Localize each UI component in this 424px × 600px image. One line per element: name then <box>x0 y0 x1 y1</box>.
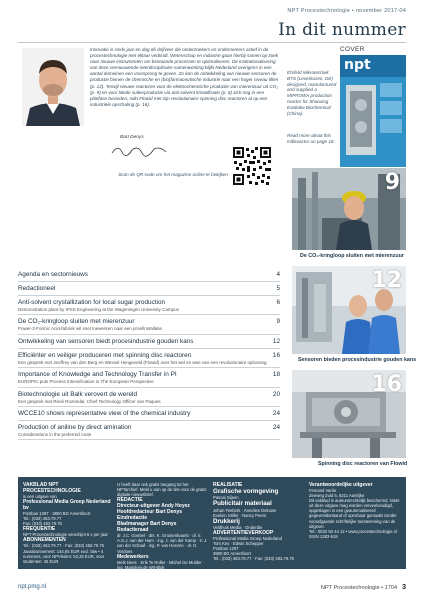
cover-thumbnail <box>340 55 406 167</box>
colophon-heading: REALISATIE <box>213 482 243 488</box>
colophon-text: Professional Media Groep Nederland <box>213 535 282 541</box>
toc-entry[interactable] <box>18 335 280 349</box>
toc-entry-page: 9 <box>276 318 280 326</box>
toc-entry-subtitle: Power-2-Formic Acid-fabriek wil snel toewerken naar een proefinstallatie <box>18 326 163 332</box>
toc-entry[interactable] <box>18 349 280 368</box>
cover-logo: npt <box>344 57 371 73</box>
photo-page-number: 16 <box>371 372 402 397</box>
toc-entry[interactable] <box>18 368 280 387</box>
toc-entry-title: De CO₂-kringloop sluiten met mierenzuur <box>18 318 135 326</box>
colophon-heading: Publicitair materiaal <box>213 500 272 508</box>
toc-entry[interactable] <box>18 315 280 334</box>
colophon-text: Femand Varrie <box>309 488 337 493</box>
page-number: 3 <box>402 584 406 591</box>
colophon-text: Tel.: (033) 463.79.77 · Fax: (033) 463.79.76 <box>213 556 295 562</box>
colophon-text: 3800 BG Amersfoort <box>213 551 251 557</box>
colophon-text: Fax: (033) 463.79.76 <box>23 521 62 527</box>
toc-entry-page: 18 <box>272 371 280 379</box>
toc-entry[interactable] <box>18 388 280 407</box>
toc-entry-title: Efficiënter en veiliger produceren met spinning disc reactoren <box>18 351 192 359</box>
colophon-text: Tel.: (033) 463.79.77 · Fax: (033) 463.79.76 <box>23 543 105 549</box>
toc-entry-page: 24 <box>272 424 280 432</box>
toc-entry[interactable] <box>18 407 280 421</box>
editor-signature-name: Bart Denys <box>120 135 144 140</box>
colophon-text: NPT Procestechnologie verschijnt 6 x per jaar <box>23 532 108 538</box>
colophon-heading: REDACTIE <box>117 497 143 504</box>
cover-label: COVER <box>340 46 365 53</box>
page-title: In dit nummer <box>278 20 406 40</box>
colophon-column-publisher <box>23 482 113 564</box>
colophon <box>18 477 406 569</box>
colophon-heading: ADVERTENTIEVERKOOP <box>213 529 274 536</box>
header-divider <box>18 42 406 43</box>
colophon-text: Evelien Stiller · Nancy Peers <box>213 512 267 518</box>
toc-entry-title: WCCE10 shows representative view of the chemical industry <box>18 410 191 418</box>
photo-caption: Spinning disc reactoren van Flowid <box>318 461 408 467</box>
colophon-text: Zeeweg Zuid 5, 8211 Aartrijke <box>309 493 365 499</box>
colophon-text: U heeft daar ook gratis toegang tot het NPTarchief. Meld u aan op de site voor de gratis digitale nieuwsbrief. <box>117 482 207 498</box>
colophon-text: Tom Kes · Edwin Schepper <box>213 541 264 547</box>
photo-spinning-disc <box>292 370 406 458</box>
colophon-heading: Verantwoordelijke uitgever <box>309 482 373 488</box>
colophon-heading: Directeur-uitgever Andy Hoyez <box>117 503 190 510</box>
cover-description: Ehrfeld Mikrotechnik BTS (Leverkusen, DE) designed, manufactured and supplied a MIPROWA production reactor for Shaoxing Eastlake Biochemical (China). <box>287 70 337 116</box>
running-header: NPT Procestechnologie • november 2017-04 <box>287 8 406 14</box>
colophon-text: Pascal Gijsen <box>213 495 239 501</box>
toc-entry-page: 16 <box>272 351 280 359</box>
toc-entry-title: Production of aniline by direct amination <box>18 424 132 432</box>
photo-sensors-lab <box>292 266 406 354</box>
photo-caption: Sensoren bieden procesindustrie gouden kans <box>298 357 417 363</box>
colophon-heading: Eindredactie <box>117 515 148 522</box>
colophon-column-production <box>213 482 305 561</box>
colophon-text: ISSN 1383-519 <box>309 533 338 539</box>
toc-entry-title: Agenda en sectornieuws <box>18 271 88 278</box>
colophon-text: Tel.: (033) 463.79.77 <box>23 516 62 522</box>
toc-entry-page: 6 <box>276 299 280 306</box>
toc-entry-title: Importance of Knowledge and Technology Transfer in PI <box>18 371 177 379</box>
signature-scrawl <box>110 143 170 162</box>
colophon-text: Postbus 1297 <box>213 546 239 552</box>
toc-entry-page: 24 <box>272 410 280 418</box>
toc-entry-page: 5 <box>276 285 280 292</box>
photo-page-number: 9 <box>384 170 400 195</box>
toc-entry-subtitle: Demonstration plant by IPSS Engineering at the Wageningen University Campus <box>18 307 179 312</box>
colophon-heading: Hoofdredacteur Bart Denys <box>117 509 183 516</box>
colophon-heading: ABONNEMENTEN <box>23 537 66 544</box>
cover-read-more: Read more about this millireactor on page 18. <box>287 133 335 144</box>
colophon-heading: FREQUENTIE <box>23 526 56 533</box>
photo-co2-plant <box>292 168 406 250</box>
toc-entry-subtitle: Considerations in the preferred route <box>18 432 92 438</box>
qr-caption: Scan de QR-code om het magazine online te bekijken <box>118 172 228 177</box>
toc-entry[interactable] <box>18 421 280 440</box>
colophon-text: Jaarabonnement: 144,65 EUR excl. btw • 4 nummers, voor NPVleden: 53,25 EUR, voor studenten: 25 EUR <box>23 548 105 564</box>
colophon-column-editorial <box>117 482 209 570</box>
colophon-text: dr. J.C. Goebel · drs. K. Grootenhaarst · dr. ir. A.G.J. van der Ham · ing. J. van der Kamp · ir. J. van der Schaaf · ing. P. van Heezen · dr. D. Verdoes <box>117 533 208 554</box>
colophon-heading: Grafische vormgeving <box>213 488 279 495</box>
editorial-intro: Innovatie is sinds jaar en dag dé drijfveer die onderzoekers en ondernemers actief in de procestechnologie met elkaar verbindt. Wetenschap en industrie gaan hierbij samen op zoek naar nieuwe instrumenten om bestaande processen te optimaliseren. De institutionalisering van deze vernieuwende interdisciplinaire samenwerking blijkt Nederland overigens in een aantal domeinen een voorsprong te geven. Zo kan de ontwikkeling van nieuwe sensoren de productie binnen de chemische en (bio)farmaceutische industrie naar een hoger niveau tillen (p. 12). Terwijl nieuwe reactoren voor de elektrochemische productie van mierenzuur uit CO₂ (p. 9) en voor lokale suikerproductie via anti-solvent kristallisatie (p. 6) zich nog in een pilotfase bevinden, mikt Flowid met zijn revolutionaire spinning disc reactoren al op een industriële opschaling (p. 16). <box>90 47 279 107</box>
colophon-heading: Medewerkers <box>117 553 149 560</box>
colophon-text: Dit vakblad is auteursrechtelijk beschermd. Niets uit deze uitgave mag worden verveelvoudigd, opgeslagen in een geautomatiseerd gegevensbestand of openbaar gemaakt zonder voorafgaande schriftelijke toestemming van de uitgever. <box>309 498 400 529</box>
colophon-text: is een uitgave van <box>23 494 57 499</box>
toc-entry-page: 12 <box>272 337 280 345</box>
colophon-heading: VAKBLAD NPT PROCESTECHNOLOGIE <box>23 482 81 494</box>
toc-entry-page: 20 <box>272 390 280 398</box>
photo-page-number: 12 <box>371 268 402 293</box>
colophon-heading: Bladmanager Bart Denys <box>117 521 177 528</box>
colophon-heading: Redactieraad <box>117 527 149 534</box>
table-of-contents <box>18 268 280 440</box>
toc-entry[interactable] <box>18 296 280 315</box>
toc-entry-subtitle: Een gesprek met Jeoffrey van den Berg en Wessel Hengeveld (Flowid) over het wel en wee van een revolutionaire oplossing <box>18 359 267 365</box>
editor-portrait <box>22 48 84 126</box>
colophon-heading: Professional Media Groep Nederland bv <box>23 499 111 512</box>
colophon-text: Postbus 1297 · 3800 BG Amersfoort <box>23 511 91 517</box>
toc-entry[interactable] <box>18 268 280 282</box>
photo-caption: De CO₂-kringloop sluiten met mierenzuur <box>300 253 404 259</box>
footer-publication: NPT Procestechnologie • 1704 <box>320 585 398 591</box>
colophon-column-legal <box>309 482 402 539</box>
colophon-heading: Drukkerij <box>213 517 240 525</box>
colophon-text: Tel.: 0032 50 44 12 • www.procestechnologie.nl <box>309 528 397 534</box>
qr-code[interactable] <box>232 146 272 186</box>
toc-entry-page: 4 <box>276 271 280 278</box>
website-link[interactable]: npt.pmg.nl <box>18 584 47 590</box>
toc-entry-title: Ontwikkeling van sensoren biedt procesindustrie gouden kans <box>18 337 194 345</box>
toc-entry-title: Biotechnologie uit Balk verovert de wereld <box>18 390 138 398</box>
toc-entry-title: Anti-solvent crystallization for local sugar production <box>18 299 166 306</box>
toc-entry-subtitle: EUROPIC puts Process Intensification in The European Perspective <box>18 379 154 385</box>
toc-entry-title: Redactioneel <box>18 285 56 292</box>
colophon-text: Veldhuis Media · Onderdie <box>213 524 263 530</box>
toc-entry[interactable] <box>18 282 280 296</box>
colophon-text: Mels Dees · Erik Te Roller · Michel De Mulder · ing. Marjolein de Wit-Blok <box>117 559 205 570</box>
colophon-text: Johan Teeberk · Annelies Deloose <box>213 507 277 513</box>
toc-entry-subtitle: Een gesprek met René Rozendal, Chief Technology Officer van Paques <box>18 398 161 404</box>
page-footer <box>321 584 406 591</box>
